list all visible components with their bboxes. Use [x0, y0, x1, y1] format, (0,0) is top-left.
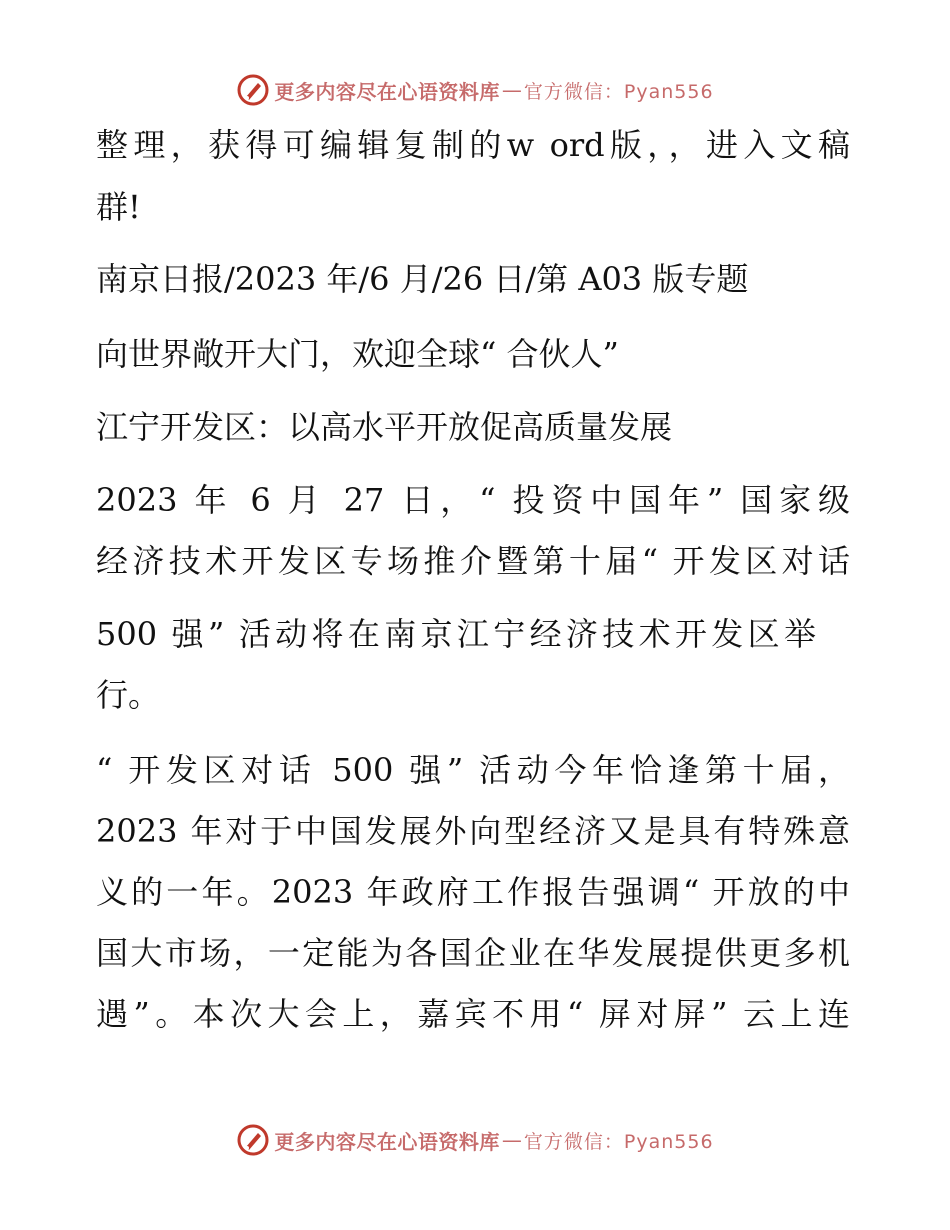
watermark-contact: 官方微信：Pyan556 — [523, 1130, 714, 1153]
body-line: 2023 年对于中国发展外向型经济又是具有特殊意 — [96, 812, 850, 850]
body-line: 群! — [96, 188, 141, 226]
body-line: 遇”。本次大会上，嘉宾不用“ 屏对屏” 云上连 — [96, 995, 850, 1033]
body-line: 行。 — [96, 676, 161, 714]
body-line: 国大市场，一定能为各国企业在华发展提供更多机 — [96, 934, 850, 972]
watermark-text: 更多内容尽在心语资料库 — [274, 79, 500, 104]
body-line: 2023 年 6 月 27 日，“ 投资中国年” 国家级 — [96, 481, 850, 519]
watermark-separator: — — [501, 1128, 522, 1152]
watermark-footer — [0, 1120, 950, 1160]
article-subtitle: 江宁开发区：以高水平开放促高质量发展 — [96, 408, 673, 446]
watermark-header — [0, 70, 950, 110]
watermark-contact: 官方微信：Pyan556 — [523, 80, 714, 103]
watermark-text: 更多内容尽在心语资料库 — [274, 1129, 500, 1154]
body-line: 500 强” 活动将在南京江宁经济技术开发区举 — [96, 615, 816, 653]
watermark-separator: — — [501, 78, 522, 102]
body-line: 经济技术开发区专场推介暨第十届“ 开发区对话 — [96, 542, 850, 580]
body-line: 整理，获得可编辑复制的w ord版，，进入文稿 — [96, 126, 850, 164]
body-line: “ 开发区对话 500 强” 活动今年恰逢第十届， — [96, 751, 850, 789]
article-title: 向世界敞开大门，欢迎全球“ 合伙人” — [96, 335, 619, 373]
pen-logo-icon — [236, 73, 270, 107]
source-line: 南京日报/2023 年/6 月/26 日/第 A03 版专题 — [96, 260, 749, 298]
body-line: 义的一年。2023 年政府工作报告强调“ 开放的中 — [96, 873, 850, 911]
pen-logo-icon — [236, 1123, 270, 1157]
